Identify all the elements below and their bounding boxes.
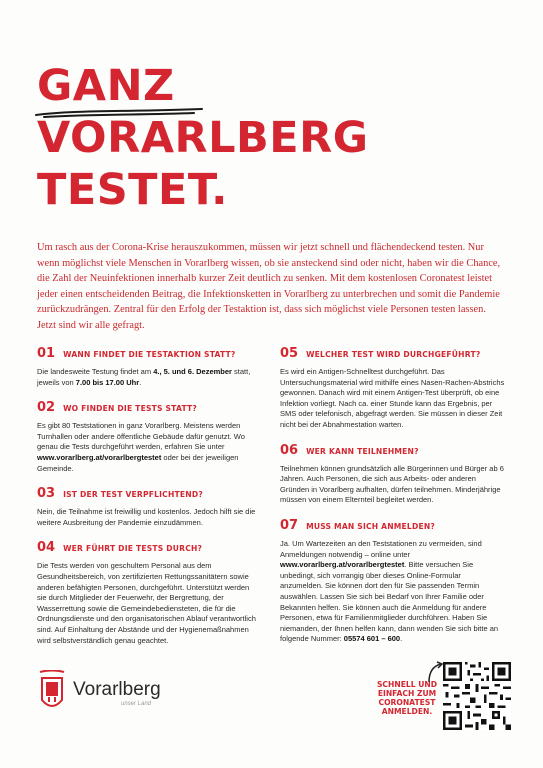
section-02-header — [37, 400, 257, 415]
section-06-body: Teilnehmen können grundsätzlich alle Bürgerinnen und Bürger ab 6 Jahren. Auch Personen, die sich aus Arbeits- oder anderen Gründen in Vorarlberg aufhalten, dürfen teilnehmen. Minderjährige müssen von einem Elternteil begleitet werden. — [280, 463, 504, 505]
section-07-title: MUSS MAN SICH ANMELDEN? — [306, 521, 436, 531]
cta-line-1: SCHNELL UND — [376, 680, 438, 689]
section-03 — [37, 486, 257, 528]
section-04-number: 04 — [37, 540, 56, 556]
section-01 — [37, 346, 257, 388]
brush-underline — [34, 106, 204, 120]
section-07-link[interactable]: www.vorarlberg.at/vorarlbergtestet — [280, 560, 405, 570]
section-02-link[interactable]: www.vorarlberg.at/vorarlbergtestet — [37, 452, 162, 462]
section-04 — [37, 540, 257, 646]
section-07-body — [280, 539, 505, 645]
section-06-header — [280, 443, 505, 458]
section-05-title: WELCHER TEST WIRD DURCHGEFÜHRT? — [306, 350, 481, 359]
section-02-body — [37, 421, 257, 474]
section-06-title: WER KANN TEILNEHMEN? — [306, 446, 419, 456]
section-01-header — [37, 346, 257, 361]
section-07-text: . — [400, 634, 403, 644]
section-01-number: 01 — [37, 346, 56, 361]
section-07-header — [280, 518, 505, 533]
right-column — [280, 346, 505, 657]
section-01-body — [37, 367, 257, 388]
section-03-header — [37, 486, 257, 501]
logo-tagline: unser Land — [121, 700, 152, 707]
section-05 — [280, 346, 505, 431]
section-01-text: Die landesweite Testung findet am — [37, 367, 154, 376]
section-01-text: statt, jeweils von — [37, 367, 251, 387]
section-06-number: 06 — [280, 442, 299, 458]
cta-line-2: EINFACH ZUM — [377, 689, 437, 698]
cta-line-3: CORONATEST — [378, 698, 436, 707]
left-column — [37, 346, 257, 658]
vorarlberg-logo — [37, 670, 161, 716]
section-04-header — [37, 540, 257, 555]
section-07-text: . Bitte versuchen Sie unbedingt, sich vorrangig über dieses Online-Formular anzumelden. Sie können dort den für Sie passenden Termin auswählen. Lassen Sie sich bei Bedarf von Ihrer Familie oder Bekannten helfen. Sie können auch die Anmeldung für andere Personen, etwa für Familienmitglieder durchführen. Haben Sie niemanden, der Ihnen helfen kann, dann wenden Sie sich bitte an folgende Nummer: — [280, 560, 499, 644]
vorarlberg-coat-of-arms-icon — [37, 670, 67, 716]
section-01-title: WANN FINDET DIE TESTAKTION STATT? — [63, 350, 236, 359]
section-02-text: oder bei der jeweiligen Gemeinde. — [37, 452, 239, 473]
section-06 — [280, 443, 505, 506]
section-04-title: WER FÜHRT DIE TESTS DURCH? — [63, 544, 203, 554]
headline-line-2: VORARLBERG — [37, 113, 369, 163]
section-01-text: . — [139, 377, 142, 387]
curved-arrow-icon — [425, 660, 445, 684]
section-03-body: Nein, die Teilnahme ist freiwillig und kostenlos. Jedoch hilft sie die weitere Ausbreitung der Pandemie einzudämmen. — [37, 507, 256, 527]
intro-paragraph: Um rasch aus der Corona-Krise herauszukommen, müssen wir jetzt schnell und flächendeckend testen. Nur wenn möglichst viele Menschen in Vorarlberg wissen, ob sie ansteckend sind oder nicht, haben wir die Chance, die Zahl der Neuinfektionen innerhalb kurzer Zeit deutlich zu senken. Mit dem kostenlosen Coronatest leistet jeder einen entscheidenden Beitrag, die Infektionsketten in Vorarlberg zu unterbrechen und somit die Pandemie zurückzudrängen. Zentral für den Erfolg der Testaktion ist, dass sich möglichst viele Personen testen lassen. Jetzt sind wir alle gefragt. — [37, 242, 501, 331]
section-05-header — [280, 346, 505, 361]
section-07-text: Ja. Um Wartezeiten an den Teststationen zu vermeiden, sind Anmeldungen notwendig – online unter — [280, 538, 482, 559]
section-07-phone[interactable]: 05574 601 – 600 — [343, 634, 401, 644]
section-01-hours: 7.00 bis 17.00 Uhr — [75, 377, 140, 387]
section-02 — [37, 400, 257, 474]
cta-text — [368, 680, 446, 716]
section-02-title: WO FINDEN DIE TESTS STATT? — [63, 404, 198, 414]
section-02-number: 02 — [37, 400, 56, 416]
headline-line-1: GANZ — [37, 61, 175, 111]
section-05-body: Es wird ein Antigen-Schnelltest durchgeführt. Das Untersuchungsmaterial wird mithilfe eines Nasen-Rachen-Abstrichs gewonnen. Danach wird mit einem Antigen-Test überprüft, ob eine Infektion vorliegt. Nach ca. einer Stunde kann das Ergebnis, per SMS oder telefonisch, abgefragt werden. Sie müssen in dieser Zeit nicht bei der Abnahmestation warten. — [280, 367, 505, 429]
headline — [37, 60, 369, 216]
headline-line-3: TESTET. — [37, 165, 229, 215]
section-07-number: 07 — [280, 517, 299, 533]
cta-line-4: ANMELDEN. — [381, 707, 433, 716]
qr-code-icon[interactable] — [443, 662, 511, 730]
section-03-number: 03 — [37, 486, 56, 502]
section-04-body: Die Tests werden von geschultem Personal aus dem Gesundheitsbereich, von zertifizierten Rettungssanitätern sowie anderen befähigten Personen, durchgeführt. Unterstützt werden sie durch Mitglieder der Feuerwehr, der Bergrettung, der Wasserrettung sowie die Gemeindebediensteten, die für die Ordnungsdienste und den organisatorischen Ablauf verantwortlich sind. Auf Einhaltung der Abstände und der Hygienemaßnahmen wird selbstverständlich genau geachtet. — [37, 561, 256, 645]
section-03-title: IST DER TEST VERPFLICHTEND? — [63, 490, 203, 500]
section-05-number: 05 — [280, 346, 299, 361]
section-01-dates: 4., 5. und 6. Dezember — [153, 367, 232, 376]
logo-name: Vorarlberg — [73, 678, 161, 700]
section-02-text: Es gibt 80 Teststationen in ganz Vorarlberg. Meistens werden Turnhallen oder andere öffentliche Gebäude dafür genutzt. Wo genau die Tests durchgeführt werden, erfahren Sie unter — [37, 421, 245, 452]
section-07 — [280, 518, 505, 645]
